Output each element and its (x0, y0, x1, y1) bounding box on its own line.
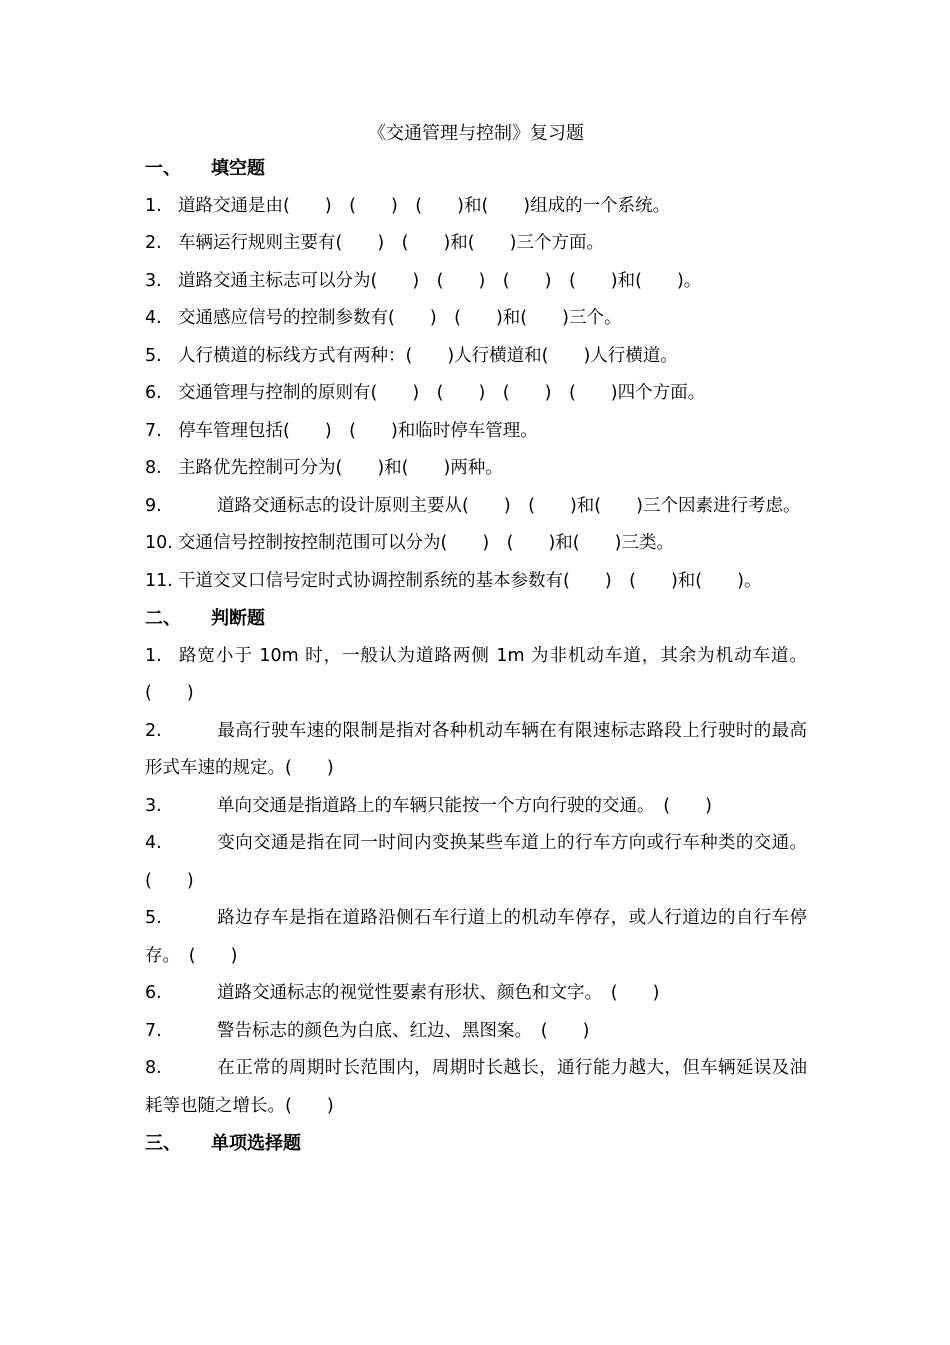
section-heading-true-false (145, 600, 807, 638)
fill-question (145, 375, 807, 413)
question-number: 5. (145, 908, 162, 928)
question-number: 5. (145, 345, 162, 366)
judge-question (145, 1013, 807, 1051)
question-number: 4. (145, 308, 162, 328)
judge-question (145, 825, 807, 900)
question-number: 2. (145, 720, 162, 741)
question-number: 6. (145, 383, 162, 403)
question-number: 7. (145, 1020, 162, 1041)
question-text: 交通管理与控制的原则有( ) ( ) ( ) ( )四个方面。 (178, 383, 706, 403)
section-label: 单项选择题 (211, 1133, 301, 1154)
question-number: 6. (145, 983, 162, 1003)
section-number: 三、 (145, 1133, 181, 1154)
judge-question (145, 788, 807, 826)
question-text: 路宽小于 10m 时，一般认为道路两侧 1m 为非机动车道，其余为机动车道。( ) (145, 645, 807, 703)
question-text: 人行横道的标线方式有两种：( )人行横道和( )人行横道。 (178, 345, 678, 366)
question-number: 11. (145, 570, 173, 591)
fill-question (145, 488, 807, 526)
fill-question (145, 413, 807, 451)
fill-question (145, 450, 807, 488)
fill-question (145, 300, 807, 338)
question-text: 交通感应信号的控制参数有( ) ( )和( )三个。 (178, 308, 622, 328)
judge-question (145, 1050, 807, 1125)
document-page (145, 118, 807, 1163)
fill-question (145, 525, 807, 563)
question-text: 主路优先控制可分为( )和( )两种。 (178, 458, 503, 478)
question-number: 7. (145, 420, 162, 441)
fill-question (145, 225, 807, 263)
fill-question (145, 263, 807, 301)
question-text: 车辆运行规则主要有( ) ( )和( )三个方面。 (178, 233, 604, 253)
section-heading-single-choice (145, 1125, 807, 1163)
question-number: 8. (145, 458, 162, 478)
question-number: 10. (145, 533, 173, 553)
question-number: 3. (145, 270, 162, 291)
judge-question (145, 900, 807, 975)
question-text: 道路交通标志的视觉性要素有形状、颜色和文字。 ( ) (217, 983, 660, 1003)
question-text: 干道交叉口信号定时式协调控制系统的基本参数有( ) ( )和( )。 (178, 570, 762, 591)
question-text: 道路交通主标志可以分为( ) ( ) ( ) ( )和( )。 (178, 270, 702, 291)
question-text: 单向交通是指道路上的车辆只能按一个方向行驶的交通。 ( ) (217, 795, 712, 816)
question-text: 交通信号控制按控制范围可以分为( ) ( )和( )三类。 (178, 533, 674, 553)
fill-question (145, 338, 807, 376)
question-text: 道路交通标志的设计原则主要从( ) ( )和( )三个因素进行考虑。 (217, 495, 801, 516)
judge-question (145, 713, 807, 788)
document-title: 《交通管理与控制》复习题 (368, 123, 584, 144)
question-text: 道路交通是由( ) ( ) ( )和( )组成的一个系统。 (178, 195, 671, 216)
section-number: 二、 (145, 608, 181, 629)
judge-question (145, 638, 807, 713)
question-number: 1. (145, 645, 162, 666)
question-text: 警告标志的颜色为白底、红边、黑图案。 ( ) (217, 1020, 590, 1041)
question-text: 最高行驶车速的限制是指对各种机动车辆在有限速标志路段上行驶时的最高形式车速的规定。( ) (145, 720, 807, 778)
question-number: 1. (145, 195, 162, 216)
question-text: 停车管理包括( ) ( )和临时停车管理。 (178, 420, 538, 441)
section-heading-fill-in (145, 150, 807, 188)
question-text: 在正常的周期时长范围内，周期时长越长，通行能力越大，但车辆延误及油耗等也随之增长。( ) (145, 1058, 807, 1116)
section-number: 一、 (145, 158, 181, 179)
question-text: 变向交通是指在同一时间内变换某些车道上的行车方向或行车种类的交通。( ) (145, 833, 807, 891)
question-number: 2. (145, 233, 162, 253)
fill-question (145, 563, 807, 601)
question-number: 4. (145, 833, 162, 853)
question-text: 路边存车是指在道路沿侧石车行道上的机动车停存，或人行道边的自行车停存。 ( ) (145, 908, 807, 966)
fill-question (145, 188, 807, 226)
question-number: 9. (145, 495, 162, 516)
section-label: 填空题 (211, 158, 265, 179)
question-number: 3. (145, 795, 162, 816)
judge-question (145, 975, 807, 1013)
question-number: 8. (145, 1058, 162, 1078)
section-label: 判断题 (211, 608, 265, 629)
